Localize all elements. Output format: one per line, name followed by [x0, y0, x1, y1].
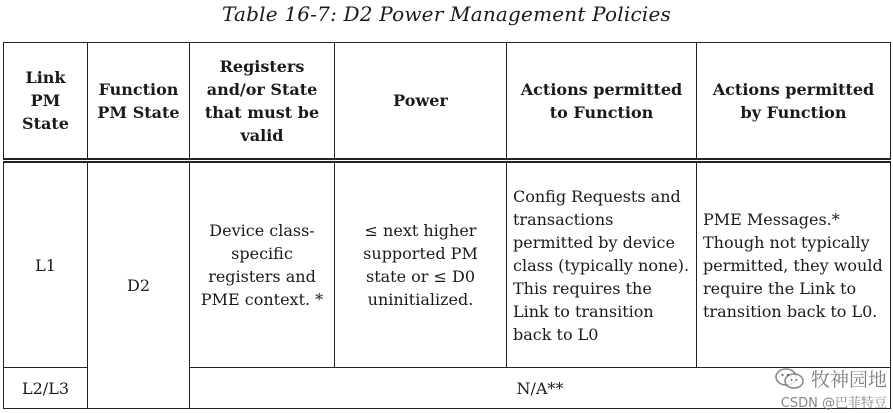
header-link-pm-state: Link PM State — [4, 43, 88, 161]
table-caption: Table 16-7: D2 Power Management Policies — [222, 2, 671, 26]
watermark — [775, 365, 887, 411]
watermark-title: 牧神园地 — [810, 369, 887, 391]
header-registers: Registers and/or State that must be valid — [190, 43, 335, 161]
header-actions-to-function: Actions permitted to Function — [507, 43, 697, 161]
table-header-row — [4, 43, 891, 161]
cell-link-state-l2-l3: L2/L3 — [4, 368, 88, 409]
header-function-pm-state: Function PM State — [88, 43, 190, 161]
cell-power-l1: ≤ next higher supported PM state or ≤ D0 uninitialized. — [335, 161, 507, 368]
power-policy-table — [3, 42, 891, 409]
cell-actions-to-function-l1: Config Requests and transactions permitted by device class (typically none). This requires the Link to transition back to L0 — [507, 161, 697, 368]
header-actions-by-function: Actions permitted by Function — [697, 43, 891, 161]
cell-link-state-l1: L1 — [4, 161, 88, 368]
cell-actions-by-function-l1: PME Messages.* Though not typically permitted, they would require the Link to transition back to L0. — [697, 161, 891, 368]
wechat-icon — [775, 368, 805, 390]
header-power: Power — [335, 43, 507, 161]
table-row-l1 — [4, 161, 891, 368]
watermark-author: CSDN @巴菲特豆 — [780, 396, 887, 411]
cell-function-state-d2: D2 — [88, 161, 190, 409]
cell-registers-l1: Device class-specific registers and PME context. * — [190, 161, 335, 368]
cell-not-applicable: N/A** — [190, 368, 891, 409]
